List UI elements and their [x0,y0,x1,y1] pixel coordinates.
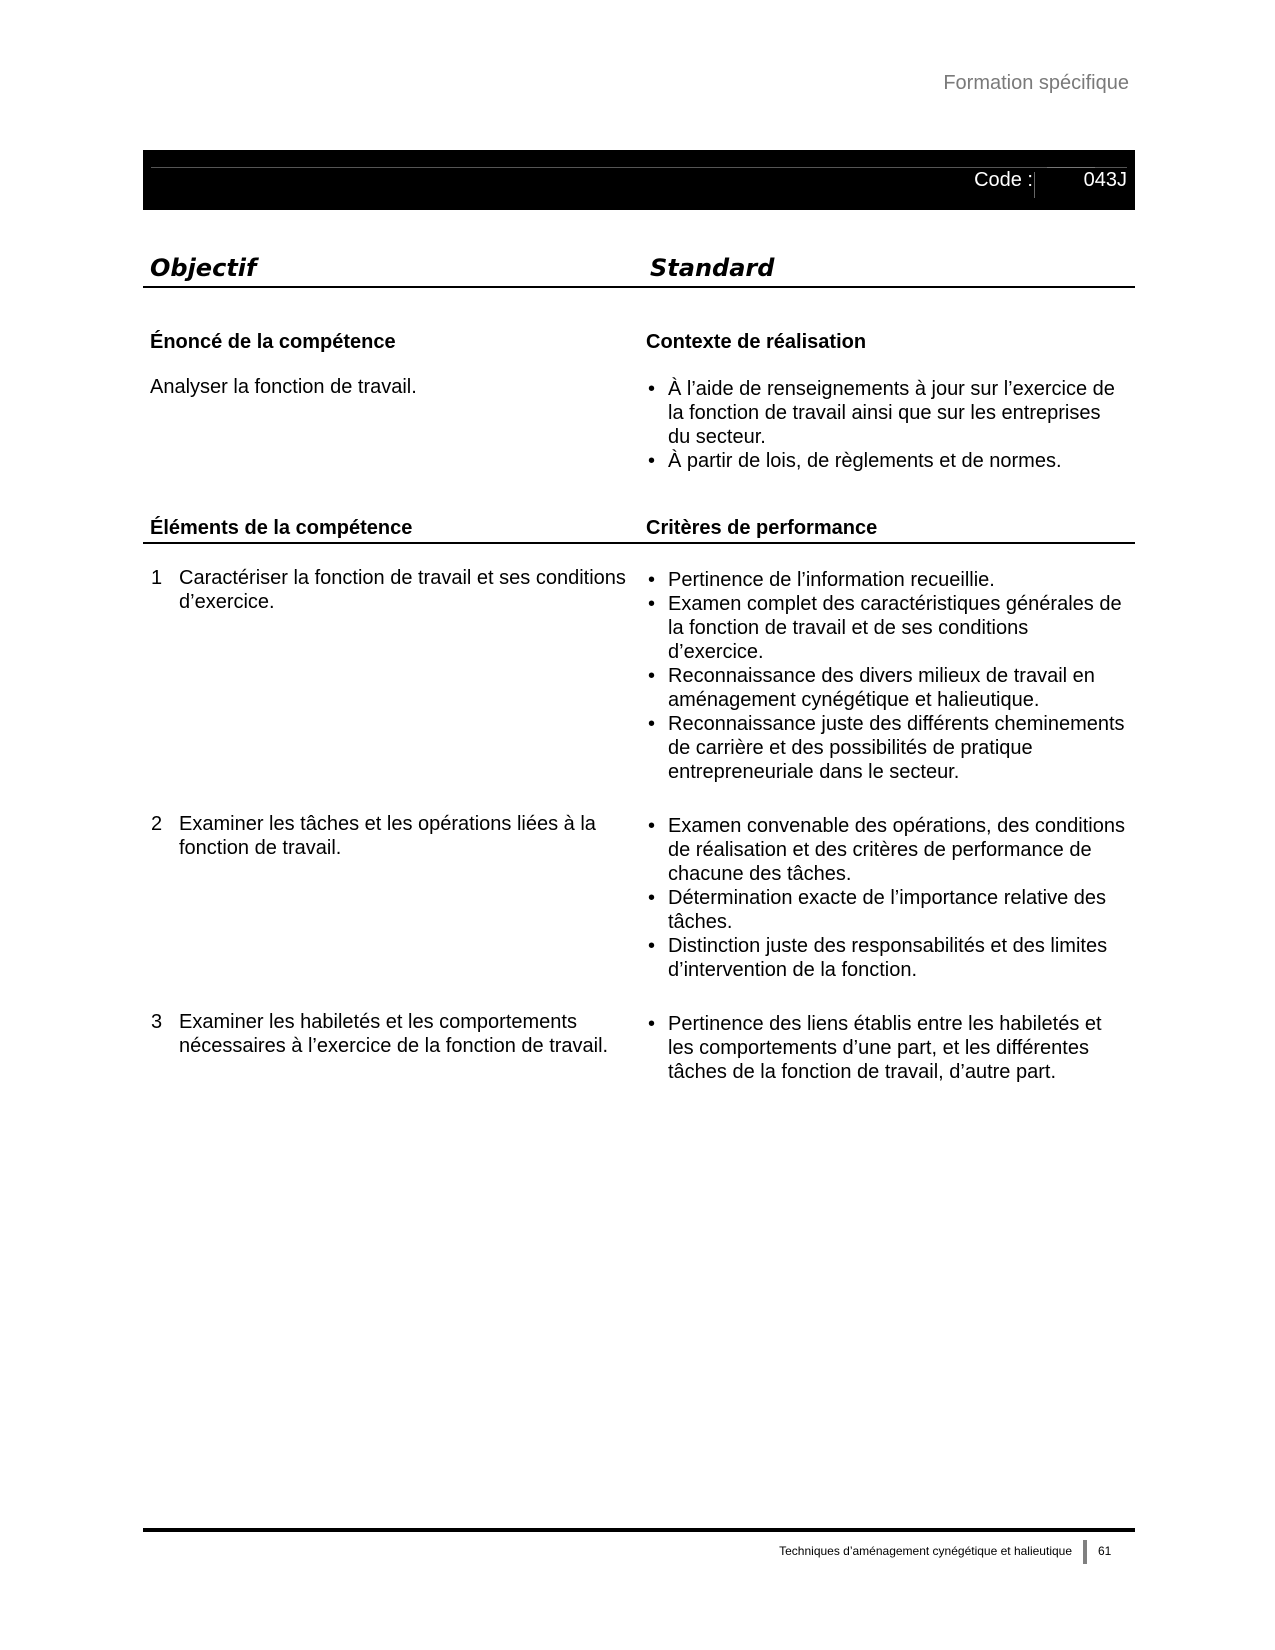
element-number: 2 [151,813,163,835]
element-item [151,812,631,860]
code-bar [143,150,1135,210]
context-label: Contexte de réalisation [646,331,867,353]
code-value: 043J [1083,169,1127,191]
footer-rule [143,1528,1135,1532]
divider [1034,172,1035,198]
section-rule [143,542,1135,544]
competence-label: Énoncé de la compétence [150,331,396,353]
element-text: Examiner les habiletés et les comportements nécessaires à l’exercice de la fonction de travail. [179,1011,609,1057]
context-list [646,377,1126,473]
footer-title: Techniques d’aménagement cynégétique et halieutique [779,1544,1072,1558]
footer-divider [1083,1540,1087,1564]
element-number: 3 [151,1011,163,1033]
competence-text: Analyser la fonction de travail. [150,376,417,398]
list-item: • Examen complet des caractéristiques générales de la fonction de travail et de ses conditions d’exercice. [646,592,1126,664]
section-header: Formation spécifique [943,72,1129,94]
standard-heading: Standard [650,254,775,282]
criteria-list [646,814,1126,982]
element-text: Caractériser la fonction de travail et ses conditions d’exercice. [179,567,626,613]
element-text: Examiner les tâches et les opérations liées à la fonction de travail. [179,813,596,859]
divider [1047,167,1095,168]
element-number: 1 [151,567,163,589]
list-item: • Pertinence de l’information recueillie. [646,568,1126,592]
heading-rule [143,286,1135,288]
criteria-label: Critères de performance [646,517,878,539]
elements-label: Éléments de la compétence [150,517,413,539]
element-item [151,1010,631,1058]
list-item: • Reconnaissance juste des différents cheminements de carrière et des possibilités de pratique entrepreneuriale dans le secteur. [646,712,1126,784]
page-number: 61 [1098,1544,1112,1558]
criteria-list [646,1012,1126,1084]
divider [151,167,1127,168]
criteria-list [646,568,1126,784]
code-label: Code : [974,169,1033,191]
list-item: • Distinction juste des responsabilités et des limites d’intervention de la fonction. [646,934,1126,982]
list-item: • Pertinence des liens établis entre les habiletés et les comportements d’une part, et les différentes tâches de la fonction de travail, d’autre part. [646,1012,1126,1084]
objective-heading: Objectif [150,254,257,282]
list-item: • À partir de lois, de règlements et de normes. [646,449,1126,473]
element-item [151,566,631,614]
list-item: • Examen convenable des opérations, des conditions de réalisation et des critères de performance de chacune des tâches. [646,814,1126,886]
list-item: • À l’aide de renseignements à jour sur l’exercice de la fonction de travail ainsi que sur les entreprises du secteur. [646,377,1126,449]
list-item: • Détermination exacte de l’importance relative des tâches. [646,886,1126,934]
list-item: • Reconnaissance des divers milieux de travail en aménagement cynégétique et halieutique. [646,664,1126,712]
